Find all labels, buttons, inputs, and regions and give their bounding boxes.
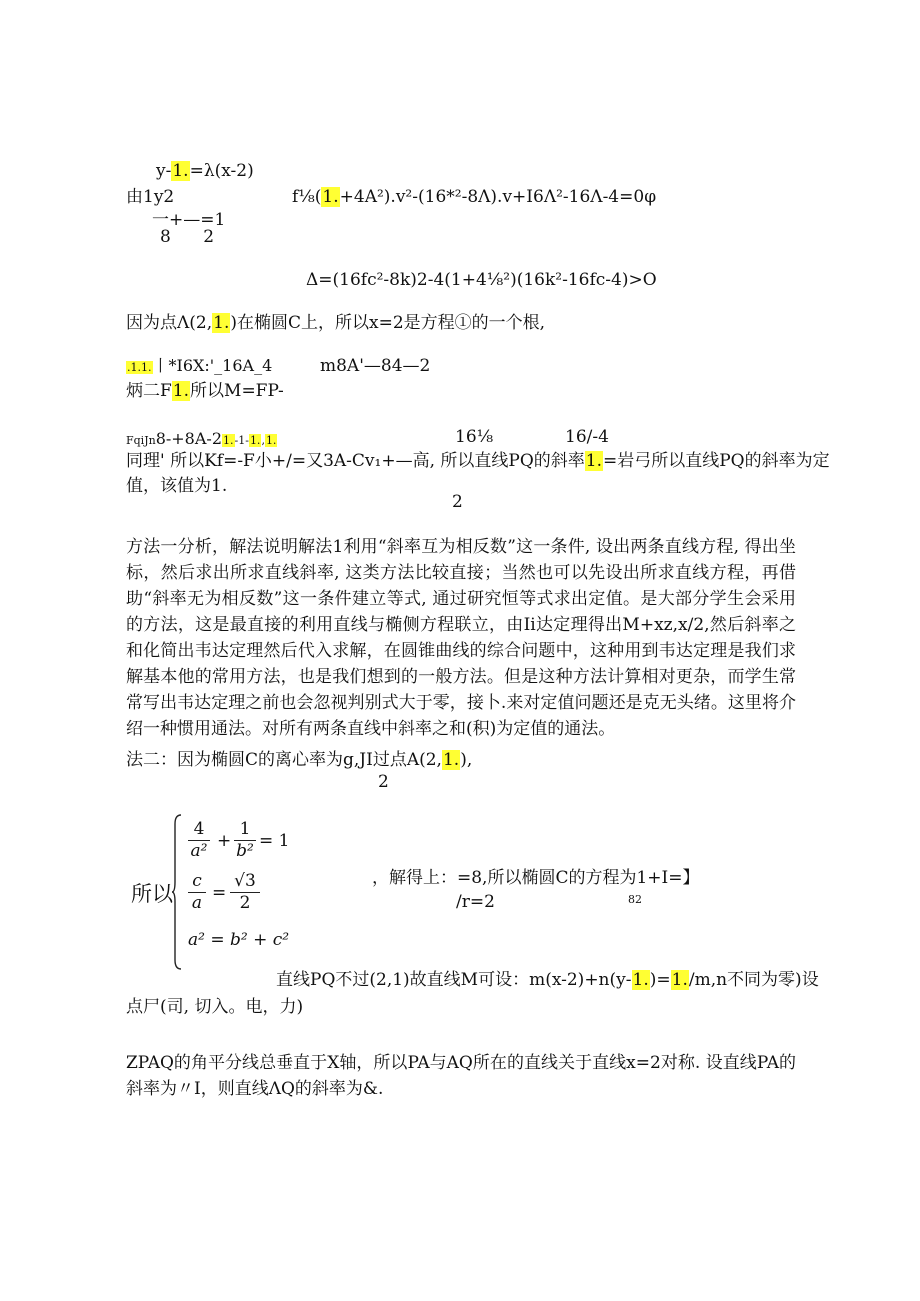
highlight-mark: 1. xyxy=(249,434,261,447)
highlight-mark: 1. xyxy=(265,434,277,447)
equation-line-4: 8 2 xyxy=(160,227,215,247)
plus-sign: + xyxy=(217,831,232,851)
text-line-10: 同理' 所以Kf=-F小+∕=又3A-Cv₁+—高, 所以直线PQ的斜率1.=岩弓所以直线PQ的斜率为定 xyxy=(126,451,830,471)
solution-line: ，解得上：=8,所以椭圆C的方程为1+I=】 xyxy=(372,868,700,888)
equation-line-1: y-1.=λ(x-2) xyxy=(156,161,254,181)
highlight-mark: 1. xyxy=(442,750,460,770)
highlight-mark: 1. xyxy=(172,161,189,181)
highlight-mark: 1. xyxy=(671,970,688,990)
text-line-9a: FqiJn8-+8A-21.-1-1.,1. xyxy=(126,429,277,448)
equation-line-2a: 由1y2 xyxy=(126,187,175,207)
text-line-16b: 82 xyxy=(628,893,642,906)
system-label: 所以 xyxy=(131,882,173,906)
text-line-18: 点尸(司, 切入。电，力) xyxy=(126,997,304,1017)
bisector-paragraph: ZPAQ的角平分线总垂直于X轴，所以PA与AQ所在的直线关于直线x=2对称. 设直线PA的斜率为〃I，则直线ΛQ的斜率为&. xyxy=(126,1053,796,1099)
text-line-11: 值，该值为1. xyxy=(126,476,228,496)
method-two-line: 法二：因为椭圆C的离心率为g,JI过点A(2,1.), xyxy=(126,750,473,770)
discriminant-line: Δ=(16fc²-8k)2-4(1+4⅛²)(16k²-16fc-4)>O xyxy=(306,270,657,290)
highlight-mark: 1. xyxy=(223,434,234,447)
text-line-7b: m8A'—84—2 xyxy=(320,356,431,376)
text-line-12: 2 xyxy=(452,492,463,512)
equation-line-2b: f⅛(1.+4A²).v²-(16*²-8Λ).v+I6Λ²-16Λ-4=0φ xyxy=(292,187,657,207)
equation-line-3: 一+—=1 xyxy=(152,210,226,230)
fraction: c a xyxy=(188,872,206,913)
analysis-paragraph: 方法一分析，解法说明解法1利用“斜率互为相反数”这一条件, 设出两条直线方程, 得出坐标，然后求出所求直线斜率, 这类方法比较直接；当然也可以先设出所求直线方程，再借助“斜率无为相反数”这一条件建立等式, 通过研究恒等式求出定值。是大部分学生会采用的方法，这是最直接的利用直线与椭侧方程联立，由Ii达定理得出M+xz,x∕2,然后斜率之和化简出韦达定理然后代入求解，在圆锥曲线的综合问题中，这种用到韦达定理是我们求解基本他的常用方法，也是我们想到的一般方法。但是这种方法计算相对更杂，而学生常常写出韦达定理之前也会忽视判别式大于零，接卜.来对定值问题还是克无头绪。这里将介绍一种惯用通法。对所有两条直线中斜率之和(积)为定值的通法。 xyxy=(126,537,796,739)
text-line-8: 炳二F1.所以M=FP- xyxy=(126,381,284,401)
fraction: 1 b² xyxy=(234,820,256,861)
highlight-mark: .1.1. xyxy=(127,361,152,374)
fraction: √3 2 xyxy=(230,872,260,913)
text-line-7a: .1.1.丨*I6X:'_16A_4 xyxy=(127,356,273,375)
highlight-mark: 1. xyxy=(172,381,190,401)
equals-sign: = xyxy=(212,883,227,903)
highlight-mark: 1. xyxy=(585,451,602,471)
text-line-16a: /r=2 xyxy=(456,892,495,912)
equation-rhs: = 1 xyxy=(259,831,290,851)
text-line-6: 因为点Λ(2,1.)在椭圆C上，所以x=2是方程①的一个根, xyxy=(126,313,546,333)
left-brace-icon xyxy=(172,814,182,970)
highlight-mark: 1. xyxy=(213,313,230,333)
text-line-9c: 16∕-4 xyxy=(565,427,609,447)
equation-system xyxy=(126,812,290,972)
equation-3: a² = b² + c² xyxy=(188,930,290,950)
line-equation-text: 直线PQ不过(2,1)故直线M可设：m(x-2)+n(y-1.)=1./m,n不同为零)设 xyxy=(276,970,819,990)
text-line-14: 2 xyxy=(378,772,389,792)
text-line-9b: 16⅛ xyxy=(455,427,494,447)
fraction: 4 a² xyxy=(188,820,210,861)
highlight-mark: 1. xyxy=(322,187,339,207)
highlight-mark: 1. xyxy=(632,970,649,990)
